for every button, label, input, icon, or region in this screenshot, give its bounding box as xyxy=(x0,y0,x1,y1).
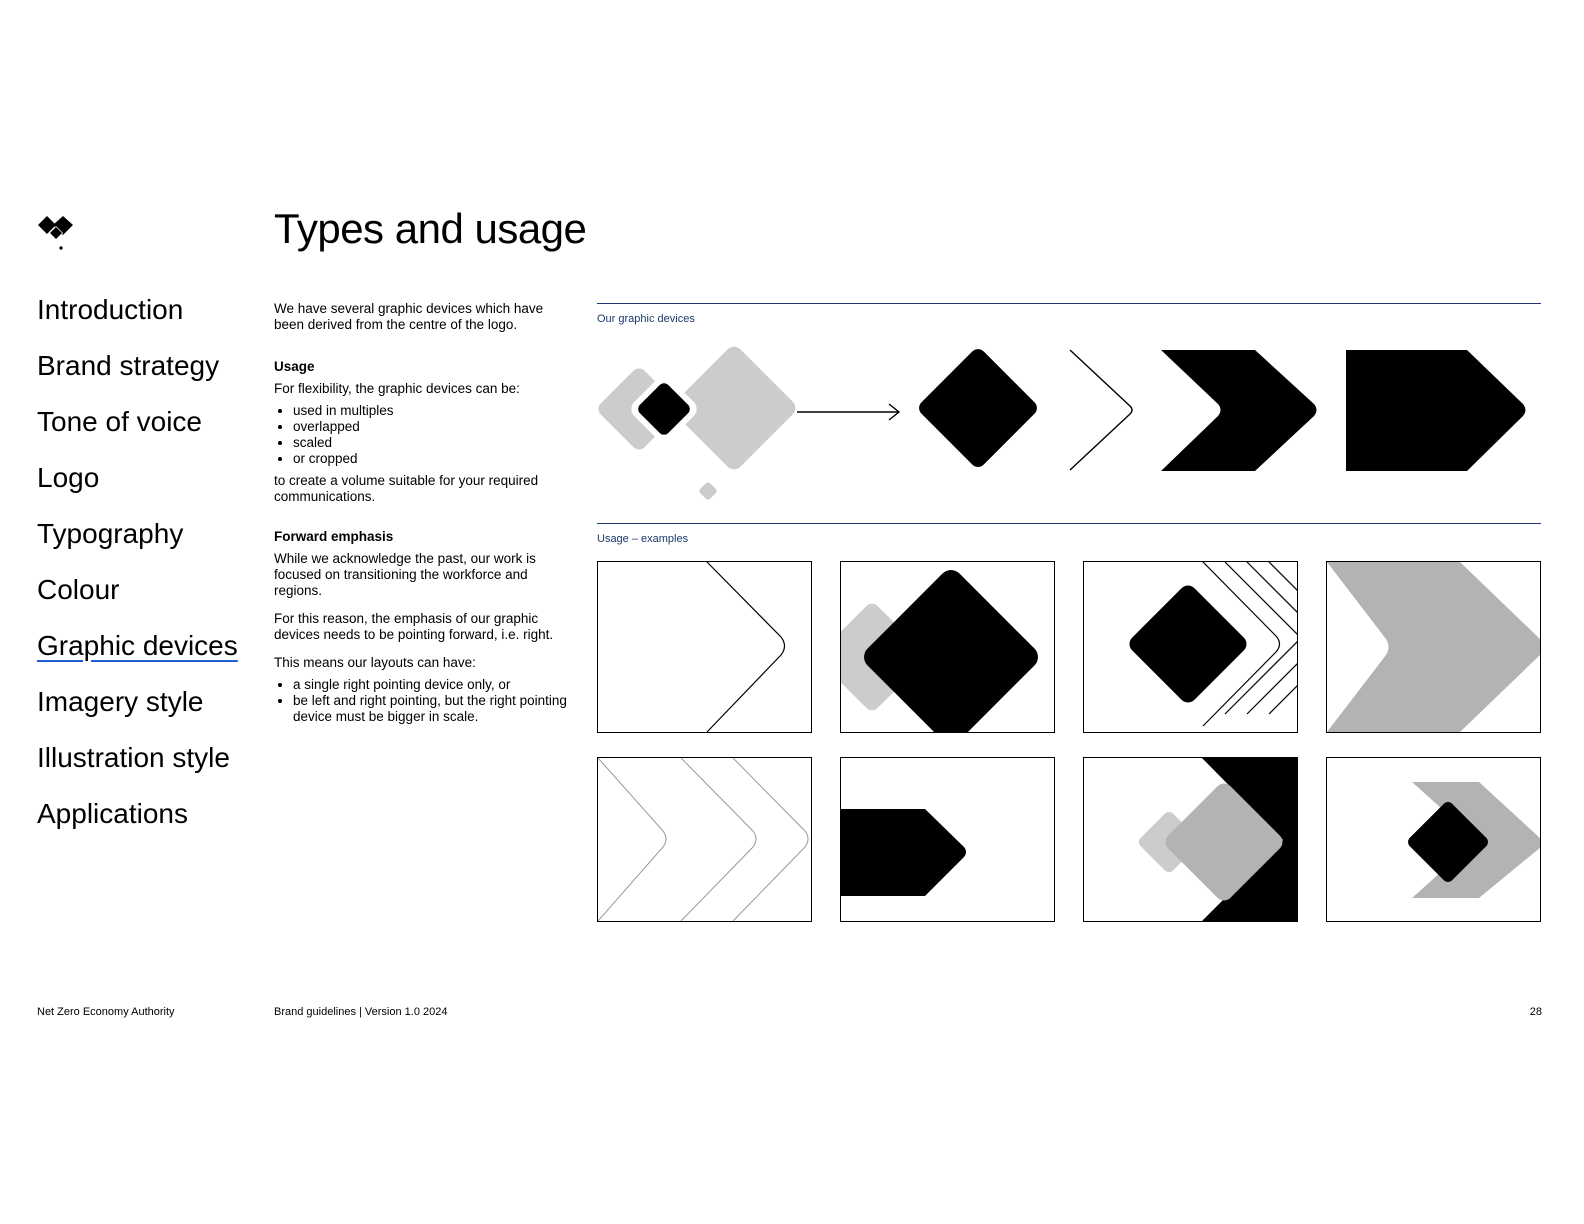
chevron-solid-device-icon xyxy=(1161,350,1317,471)
usage-example-black-and-grey xyxy=(1083,757,1298,922)
usage-example-overlapped-diamonds xyxy=(840,561,1055,733)
list-item: • scaled xyxy=(293,435,574,451)
usage-example-large-grey-chevron xyxy=(1326,561,1541,733)
emphasis-heading: Forward emphasis xyxy=(274,529,394,544)
usage-example-pointer-block xyxy=(840,757,1055,922)
emphasis-list xyxy=(274,677,574,725)
section-divider xyxy=(597,303,1541,304)
nav-item-introduction[interactable]: Introduction xyxy=(37,294,184,325)
list-item: • be left and right pointing, but the right pointing device must be bigger in scale. xyxy=(293,693,574,725)
chevron-outline-device-icon xyxy=(1070,350,1132,470)
body-copy xyxy=(274,301,574,731)
usage-heading: Usage xyxy=(274,359,315,374)
emphasis-paragraph-2: For this reason, the emphasis of our graphic devices needs to be pointing forward, i.e. right. xyxy=(274,611,554,642)
emphasis-lead: This means our layouts can have: xyxy=(274,655,476,670)
emphasis-paragraph-1: While we acknowledge the past, our work is focused on transitioning the workforce and regions. xyxy=(274,551,536,598)
list-item: • overlapped xyxy=(293,419,574,435)
page-title: Types and usage xyxy=(274,205,587,252)
page-number: 28 xyxy=(1529,1006,1542,1018)
footer-document: Brand guidelines | Version 1.0 2024 xyxy=(274,1006,448,1018)
section-divider xyxy=(597,523,1541,524)
nav-item-graphic-devices[interactable]: Graphic devices xyxy=(37,630,238,661)
diamond-device-icon xyxy=(916,346,1040,470)
sidebar-nav xyxy=(37,292,257,852)
pointer-block-device-icon xyxy=(1346,350,1526,471)
usage-outro: to create a volume suitable for your required communications. xyxy=(274,473,539,504)
nav-item-colour[interactable]: Colour xyxy=(37,574,120,605)
list-item: • or cropped xyxy=(293,451,574,467)
nav-item-imagery-style[interactable]: Imagery style xyxy=(37,686,204,717)
examples-section-label: Usage – examples xyxy=(597,533,689,545)
arrow-right-icon xyxy=(797,404,899,420)
nav-item-applications[interactable]: Applications xyxy=(37,798,188,829)
list-item: • a single right pointing device only, or xyxy=(293,677,574,693)
nav-item-brand-strategy[interactable]: Brand strategy xyxy=(37,350,220,381)
nav-item-typography[interactable]: Typography xyxy=(37,518,184,549)
nav-item-tone-of-voice[interactable]: Tone of voice xyxy=(37,406,202,437)
nav-item-logo[interactable]: Logo xyxy=(37,462,100,493)
nav-item-illustration-style[interactable]: Illustration style xyxy=(37,742,230,773)
usage-example-multiple-outline-chevrons xyxy=(597,757,812,922)
graphic-devices-row xyxy=(597,340,1541,510)
logo-centre-device-icon xyxy=(597,343,799,501)
devices-section-label: Our graphic devices xyxy=(597,313,695,325)
brand-logo-icon xyxy=(36,214,78,254)
intro-paragraph: We have several graphic devices which have been derived from the centre of the logo. xyxy=(274,301,544,332)
usage-example-diamond-and-grey-chevron xyxy=(1326,757,1541,922)
usage-list xyxy=(274,403,574,467)
usage-lead: For flexibility, the graphic devices can be: xyxy=(274,381,520,396)
usage-example-diamond-with-chevrons xyxy=(1083,561,1298,733)
footer-organisation: Net Zero Economy Authority xyxy=(37,1006,175,1018)
list-item: • used in multiples xyxy=(293,403,574,419)
usage-example-chevron-outline xyxy=(597,561,812,733)
